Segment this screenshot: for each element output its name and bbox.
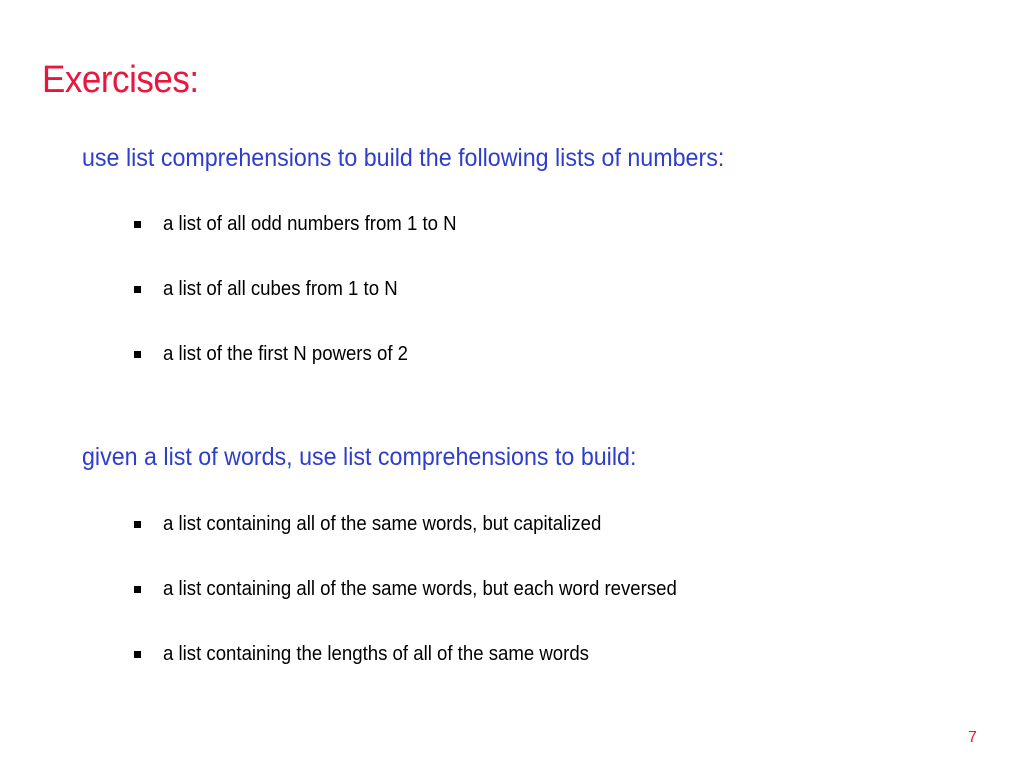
bullet-text: a list of all cubes from 1 to N: [163, 278, 398, 300]
square-bullet-icon: [134, 521, 141, 528]
bullet-item: [132, 640, 621, 668]
bullet-text: a list containing all of the same words, but capitalized: [163, 513, 602, 535]
bullet-item: [132, 575, 716, 603]
bullet-text: a list containing the lengths of all of the same words: [163, 643, 589, 665]
bullet-item: [132, 210, 479, 238]
bullet-item: [132, 275, 415, 303]
bullet-text: a list containing all of the same words, but each word reversed: [163, 578, 677, 600]
page-number: 7: [968, 729, 977, 746]
square-bullet-icon: [134, 586, 141, 593]
bullet-text: a list of the first N powers of 2: [163, 343, 408, 365]
square-bullet-icon: [134, 351, 141, 358]
square-bullet-icon: [134, 221, 141, 228]
bullet-text: a list of all odd numbers from 1 to N: [163, 213, 457, 235]
bullet-item: [132, 510, 634, 538]
bullet-item: [132, 340, 426, 368]
section-heading-numbers: use list comprehensions to build the following lists of numbers:: [82, 144, 725, 172]
square-bullet-icon: [134, 651, 141, 658]
section-heading-words: given a list of words, use list comprehensions to build:: [82, 443, 637, 471]
slide-title: Exercises:: [42, 59, 199, 101]
square-bullet-icon: [134, 286, 141, 293]
